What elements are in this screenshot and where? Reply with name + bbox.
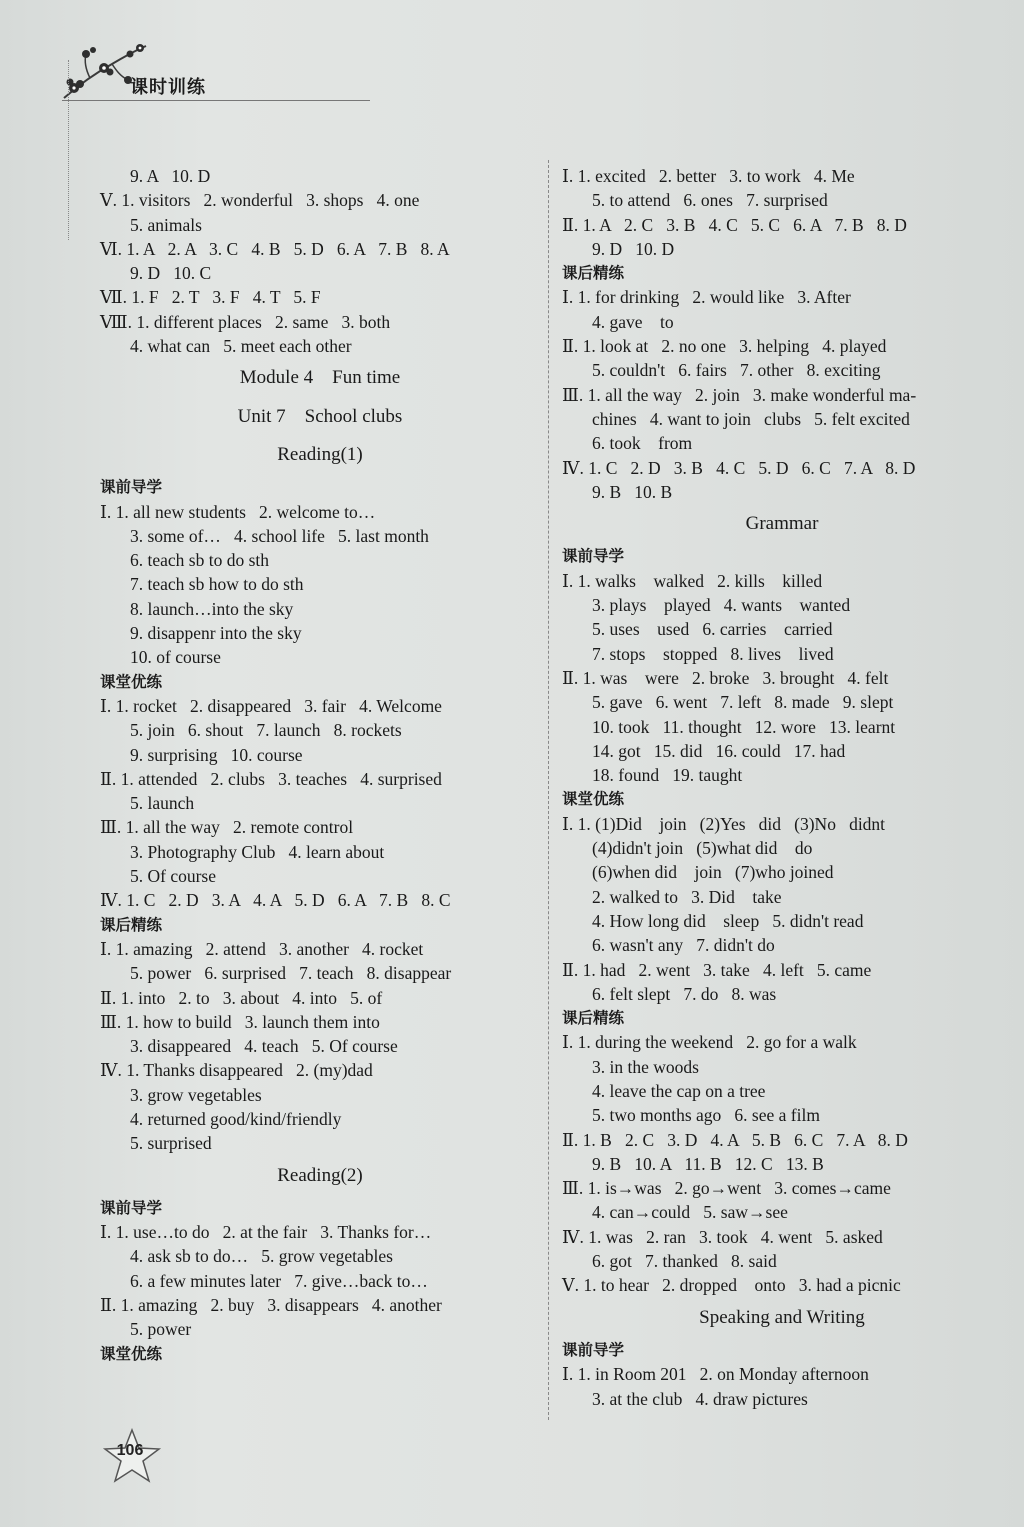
subsection-label: 课后精练 [100, 915, 163, 934]
answer-line: Ⅱ. 1. into 2. to 3. about 4. into 5. of [100, 987, 383, 1008]
answer-line: 3. in the woods [592, 1056, 699, 1077]
answer-line: 8. launch…into the sky [130, 598, 294, 619]
answer-line: 2. walked to 3. Did take [592, 886, 782, 907]
answer-line: 7. stops stopped 8. lives lived [592, 643, 834, 664]
answer-line: 6. felt slept 7. do 8. was [592, 983, 777, 1004]
answer-line: Ⅰ. 1. (1)Did join (2)Yes did (3)No didnt [562, 813, 886, 834]
answer-line: Ⅰ. 1. for drinking 2. would like 3. After [562, 287, 851, 308]
answer-line: 5. surprised [130, 1133, 212, 1154]
spacer [562, 1330, 1002, 1338]
answer-line: 3. Photography Club 4. learn about [130, 841, 385, 862]
header-rule [62, 100, 370, 101]
answer-line: 7. teach sb how to do sth [130, 574, 304, 595]
subsection-label: 课堂优练 [100, 1344, 163, 1363]
answer-line: 3. at the club 4. draw pictures [592, 1388, 808, 1409]
margin-rule [68, 60, 70, 240]
answer-line: Ⅳ. 1. was 2. ran 3. took 4. went 5. asked [562, 1226, 883, 1247]
answer-line: Ⅲ. 1. all the way 2. remote control [100, 817, 354, 838]
answer-line: Ⅰ. 1. walks walked 2. kills killed [562, 570, 823, 591]
answer-line: Ⅶ. 1. F 2. T 3. F 4. T 5. F [100, 287, 321, 308]
answer-line: 9. surprising 10. course [130, 744, 303, 765]
answer-line: Ⅲ. 1. all the way 2. join 3. make wonderful ma- [562, 384, 917, 405]
answer-line: 4. returned good/kind/friendly [130, 1108, 342, 1129]
answer-line: Ⅳ. 1. C 2. D 3. A 4. A 5. D 6. A 7. B 8. C [100, 890, 451, 911]
answer-line: Ⅱ. 1. amazing 2. buy 3. disappears 4. another [100, 1295, 442, 1316]
subsection-label: 课后精练 [562, 1009, 625, 1028]
answer-line: Ⅱ. 1. had 2. went 3. take 4. left 5. came [562, 959, 872, 980]
answer-line: Ⅰ. 1. amazing 2. attend 3. another 4. rocket [100, 938, 424, 959]
answer-line: Ⅱ. 1. attended 2. clubs 3. teaches 4. surprised [100, 768, 442, 789]
answer-line: 5. launch [130, 793, 195, 814]
answer-line: 5. to attend 6. ones 7. surprised [592, 190, 828, 211]
answer-line: 5. join 6. shout 7. launch 8. rockets [130, 720, 402, 741]
answer-line: 9. A 10. D [130, 166, 211, 186]
answer-line: 5. power [130, 1319, 192, 1340]
answer-line: 5. animals [130, 214, 202, 235]
left-answer-column [100, 164, 540, 1366]
answer-line: 9. B 10. B [592, 481, 673, 502]
answer-line: 6. teach sb to do sth [130, 550, 270, 571]
answer-line: Ⅱ. 1. B 2. C 3. D 4. A 5. B 6. C 7. A 8. D [562, 1129, 908, 1150]
right-answer-column [562, 164, 1002, 1411]
answer-line: 9. D 10. C [130, 263, 212, 284]
answer-line: Ⅰ. 1. all new students 2. welcome to… [100, 501, 376, 522]
section-heading: Unit 7 School clubs [237, 405, 403, 427]
answer-line: 14. got 15. did 16. could 17. had [592, 740, 846, 761]
spacer [100, 1156, 540, 1164]
answer-line: Ⅳ. 1. C 2. D 3. B 4. C 5. D 6. C 7. A 8. D [562, 457, 916, 478]
answer-line: Ⅰ. 1. in Room 201 2. on Monday afternoon [562, 1364, 869, 1385]
answer-line: 5. Of course [130, 866, 217, 887]
spacer [100, 1188, 540, 1196]
answer-line: 3. disappeared 4. teach 5. Of course [130, 1036, 398, 1057]
answer-line: chines 4. want to join clubs 5. felt excited [592, 408, 910, 429]
answer-line: 4. can→could 5. saw→see [592, 1202, 788, 1223]
answer-line: Ⅱ. 1. A 2. C 3. B 4. C 5. C 6. A 7. B 8. D [562, 214, 907, 235]
answer-line: Ⅰ. 1. use…to do 2. at the fair 3. Thanks for… [100, 1222, 432, 1243]
answer-line: Ⅰ. 1. rocket 2. disappeared 3. fair 4. Welcome [100, 695, 442, 716]
answer-line: 9. B 10. A 11. B 12. C 13. B [592, 1153, 824, 1174]
answer-line: Ⅵ. 1. A 2. A 3. C 4. B 5. D 6. A 7. B 8. A [100, 238, 450, 259]
answer-line: Ⅴ. 1. to hear 2. dropped onto 3. had a picnic [562, 1275, 901, 1296]
section-heading: Reading(1) [277, 443, 363, 465]
answer-line: 5. power 6. surprised 7. teach 8. disappear [130, 963, 452, 984]
answer-line: 3. some of… 4. school life 5. last month [130, 525, 429, 546]
answer-line: 18. found 19. taught [592, 765, 743, 786]
answer-line: (4)didn't join (5)what did do [592, 838, 813, 859]
page-number: 106 [116, 1442, 144, 1459]
answer-line: 5. two months ago 6. see a film [592, 1105, 820, 1126]
column-divider [548, 160, 549, 1420]
answer-line: Ⅱ. 1. look at 2. no one 3. helping 4. played [562, 336, 887, 357]
answer-line: 5. gave 6. went 7. left 8. made 9. slept [592, 692, 894, 713]
answer-line: 5. couldn't 6. fairs 7. other 8. exciting [592, 360, 881, 381]
answer-line: 4. leave the cap on a tree [592, 1080, 766, 1101]
answer-line: 6. wasn't any 7. didn't do [592, 935, 775, 956]
section-heading: Reading(2) [277, 1164, 363, 1186]
subsection-label: 课前导学 [100, 478, 163, 497]
subsection-label: 课前导学 [100, 1198, 163, 1217]
answer-line: (6)when did join (7)who joined [592, 862, 834, 883]
page-number-badge [102, 1428, 162, 1486]
spacer [100, 391, 540, 405]
spacer [562, 536, 1002, 544]
answer-line: Ⅷ. 1. different places 2. same 3. both [100, 311, 391, 332]
answer-line: 6. got 7. thanked 8. said [592, 1251, 777, 1272]
answer-line: 3. plays played 4. wants wanted [592, 595, 851, 616]
answer-line: 4. gave to [592, 311, 674, 332]
answer-line: 4. what can 5. meet each other [130, 336, 352, 357]
answer-line: 4. How long did sleep 5. didn't read [592, 910, 864, 931]
spacer [100, 467, 540, 475]
subsection-label: 课前导学 [562, 547, 625, 566]
spacer [100, 429, 540, 443]
answer-line: 3. grow vegetables [130, 1084, 262, 1105]
header-title: 课时训练 [130, 77, 206, 98]
subsection-label: 课堂优练 [100, 672, 163, 691]
spacer [562, 1298, 1002, 1306]
section-heading: Speaking and Writing [699, 1306, 865, 1328]
section-heading: Module 4 Fun time [239, 367, 401, 389]
answer-line: 10. of course [130, 647, 221, 668]
spacer [100, 358, 540, 366]
subsection-label: 课后精练 [562, 264, 625, 283]
answer-line: Ⅰ. 1. excited 2. better 3. to work 4. Me [562, 166, 855, 186]
answer-line: Ⅱ. 1. was were 2. broke 3. brought 4. felt [562, 667, 889, 688]
answer-line: 4. ask sb to do… 5. grow vegetables [130, 1246, 393, 1267]
subsection-label: 课堂优练 [562, 790, 625, 809]
answer-line: Ⅰ. 1. during the weekend 2. go for a walk [562, 1032, 857, 1053]
answer-line: Ⅴ. 1. visitors 2. wonderful 3. shops 4. one [100, 190, 420, 211]
answer-line: Ⅲ. 1. is→was 2. go→went 3. comes→came [562, 1178, 891, 1199]
answer-line: 9. disappenr into the sky [130, 623, 302, 644]
answer-line: Ⅲ. 1. how to build 3. launch them into [100, 1011, 380, 1032]
answer-line: 6. a few minutes later 7. give…back to… [130, 1270, 428, 1291]
answer-line: 9. D 10. D [592, 238, 675, 259]
spacer [562, 504, 1002, 512]
answer-line: 5. uses used 6. carries carried [592, 619, 833, 640]
answer-line: 6. took from [592, 433, 693, 454]
subsection-label: 课前导学 [562, 1340, 625, 1359]
answer-line: 10. took 11. thought 12. wore 13. learnt [592, 716, 896, 737]
section-heading: Grammar [745, 513, 819, 535]
answer-line: Ⅳ. 1. Thanks disappeared 2. (my)dad [100, 1060, 373, 1081]
